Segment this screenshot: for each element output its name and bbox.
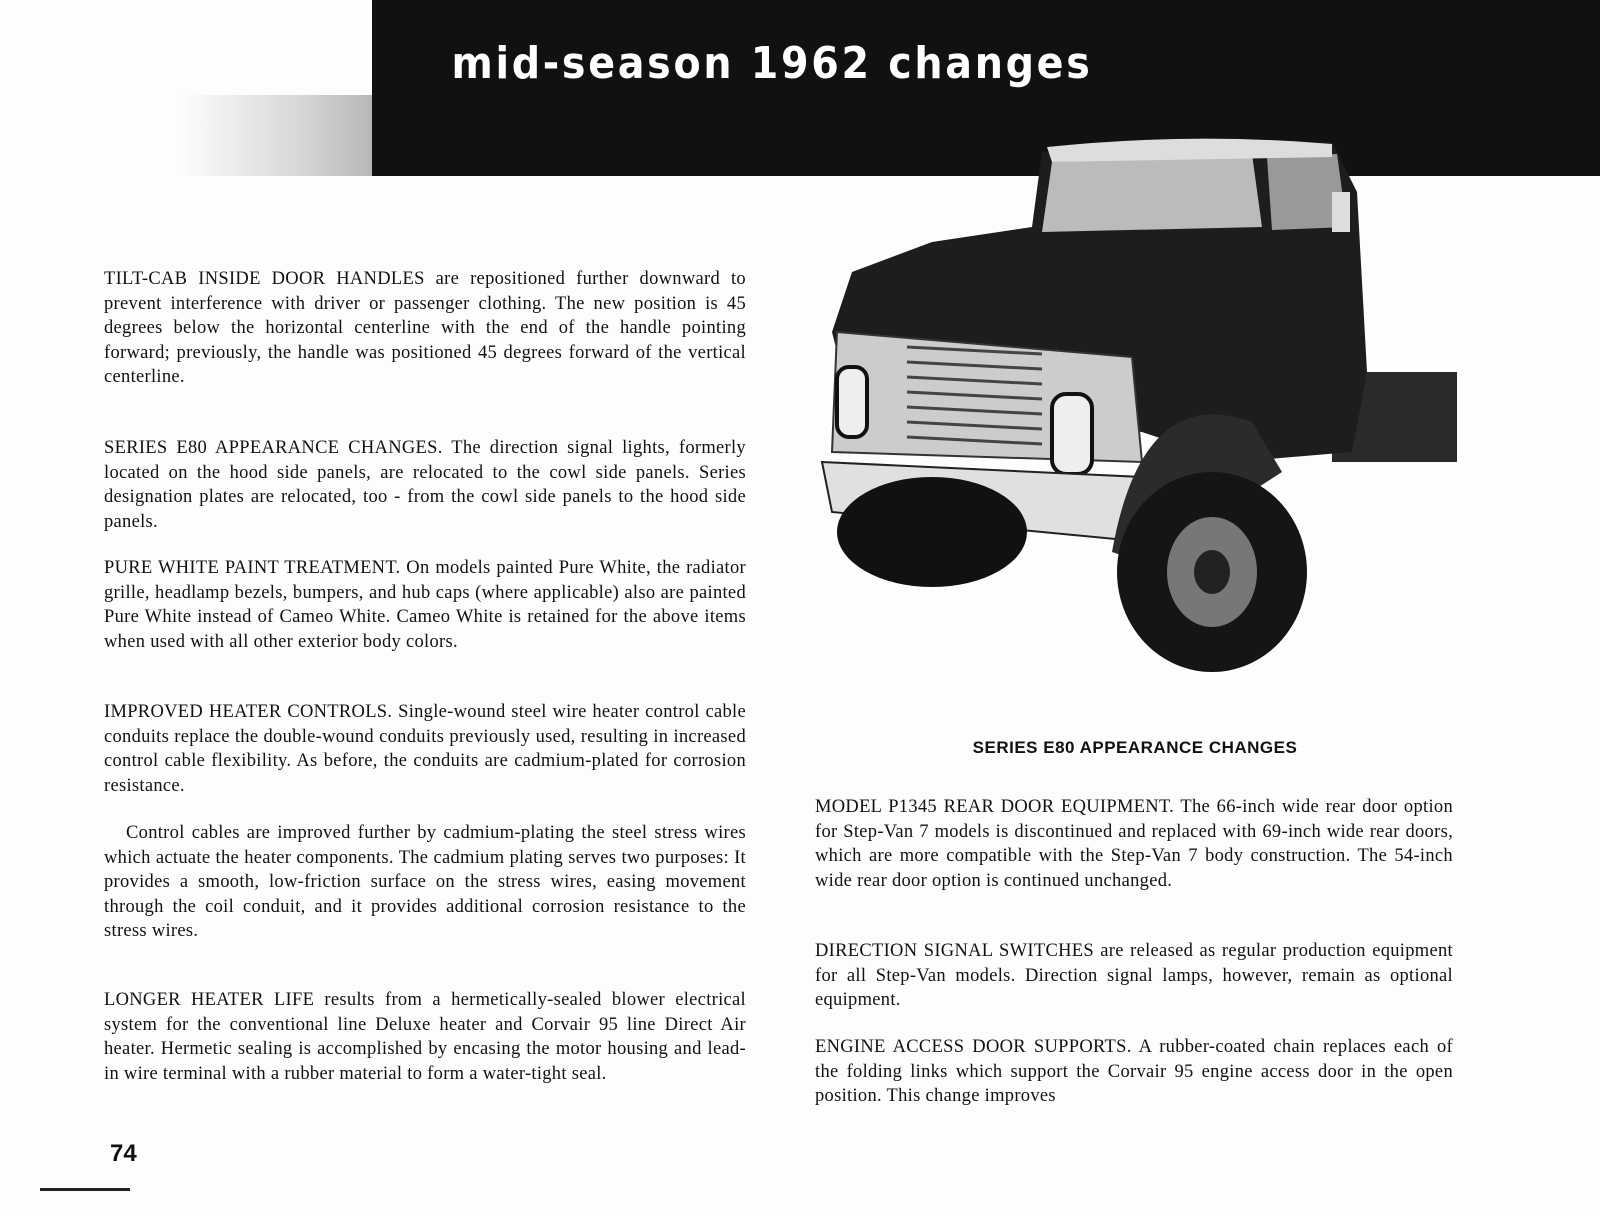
scan-smudge — [180, 95, 372, 176]
photo-caption: SERIES E80 APPEARANCE CHANGES — [972, 738, 1298, 757]
paragraph-control-cables: Control cables are improved further by cadmium-plating the steel stress wires which actuate the heater components. The cadmium plating serves two purposes: It provides a smooth, low-friction surface on the stress wires, easing movement through the coil conduit, and it provides additional corrosion resistance to the stress wires. — [104, 823, 746, 941]
paragraph-rear-door-equipment: MODEL P1345 REAR DOOR EQUIPMENT. The 66-inch wide rear door option for Step-Van 7 models is discontinued and replaced with 69-inch wide rear doors, which are more compatible with the Step-Van 7 body construction. The 54-inch wide rear door option is continued unchanged. — [815, 797, 1453, 891]
paragraph-pure-white-paint: PURE WHITE PAINT TREATMENT. On models painted Pure White, the radiator grille, headlamp bezels, bumpers, and hub caps (where applicable) also are painted Pure White instead of Cameo White. Cameo White is retained for the above items when used with all other exterior body colors. — [104, 558, 746, 652]
paragraph-tilt-cab-door-handles: TILT-CAB INSIDE DOOR HANDLES are repositioned further downward to prevent interference with driver or passenger clothing. The new position is 45 degrees below the horizontal centerline with the end of the handle pointing forward; previously, the handle was positioned 45 degrees forward of the vertical centerline. — [104, 269, 746, 387]
paragraph-improved-heater-controls: IMPROVED HEATER CONTROLS. Single-wound steel wire heater control cable conduits replace the double-wound conduits previously used, resulting in increased control cable flexibility. As before, the conduits are cadmium-plated for corrosion resistance. — [104, 702, 746, 796]
page-number: 74 — [110, 1140, 137, 1167]
paragraph-direction-signal-switches: DIRECTION SIGNAL SWITCHES are released as regular production equipment for all Step-Van models. Direction signal lamps, however, remain as optional equipment. — [815, 941, 1453, 1010]
truck-photo — [812, 132, 1462, 672]
paragraph-series-e80-appearance: SERIES E80 APPEARANCE CHANGES. The direction signal lights, formerly located on the hood side panels, are relocated to the cowl side panels. Series designation plates are relocated, too - from the cowl side panels to the hood side panels. — [104, 438, 746, 532]
paragraph-engine-access-door: ENGINE ACCESS DOOR SUPPORTS. A rubber-coated chain replaces each of the folding links which support the Corvair 95 engine access door in the open position. This change improves — [815, 1037, 1453, 1106]
page-title: mid-season 1962 changes — [451, 38, 1093, 89]
bottom-rule — [40, 1188, 130, 1191]
paragraph-longer-heater-life: LONGER HEATER LIFE results from a hermetically-sealed blower electrical system for the conventional line Deluxe heater and Corvair 95 line Direct Air heater. Hermetic sealing is accomplished by encasing the motor housing and lead-in wire terminal with a rubber material to form a water-tight seal. — [104, 990, 746, 1084]
